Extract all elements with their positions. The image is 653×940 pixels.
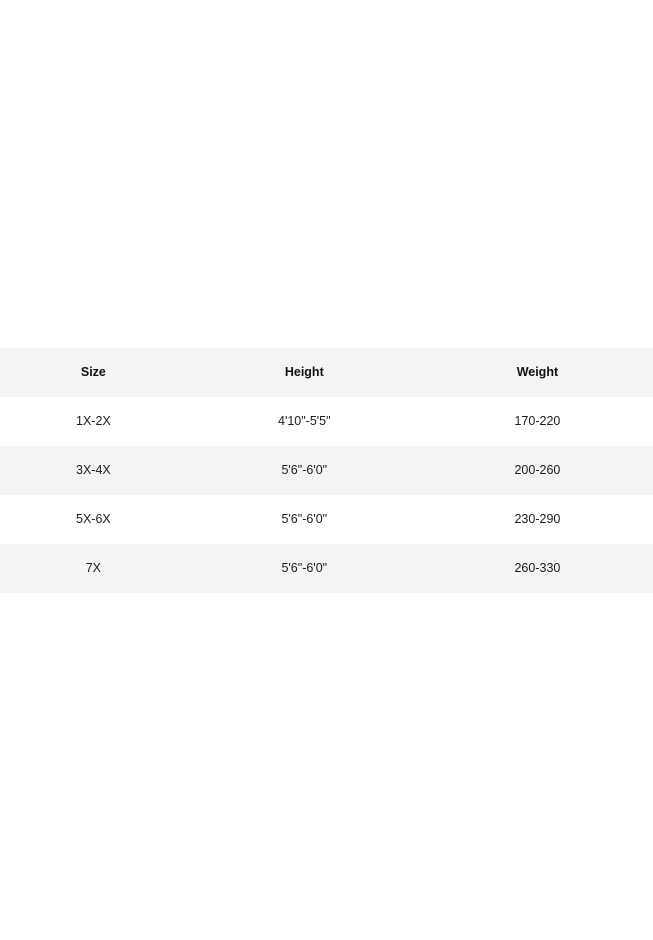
cell-size: 1X-2X — [76, 414, 111, 428]
cell-height: 5'6"-6'0" — [281, 561, 328, 575]
cell-height: 5'6"-6'0" — [281, 512, 328, 526]
table-row — [0, 446, 653, 495]
column-header-weight: Weight — [516, 365, 559, 379]
table-header-row — [0, 348, 653, 397]
table-row — [0, 397, 653, 446]
table-body — [0, 397, 653, 593]
size-chart-table — [0, 348, 653, 593]
cell-weight: 200-260 — [514, 463, 561, 477]
table-row — [0, 495, 653, 544]
cell-size: 3X-4X — [76, 463, 111, 477]
cell-height: 4'10"-5'5" — [278, 414, 331, 428]
table-header — [0, 348, 653, 397]
size-chart-container — [0, 348, 653, 593]
cell-weight: 230-290 — [514, 512, 561, 526]
cell-height: 5'6"-6'0" — [281, 463, 328, 477]
cell-size: 7X — [85, 561, 102, 575]
cell-weight: 260-330 — [514, 561, 561, 575]
table-row — [0, 544, 653, 593]
cell-weight: 170-220 — [514, 414, 561, 428]
column-header-height: Height — [284, 365, 324, 379]
column-header-size: Size — [80, 365, 106, 379]
cell-size: 5X-6X — [76, 512, 111, 526]
